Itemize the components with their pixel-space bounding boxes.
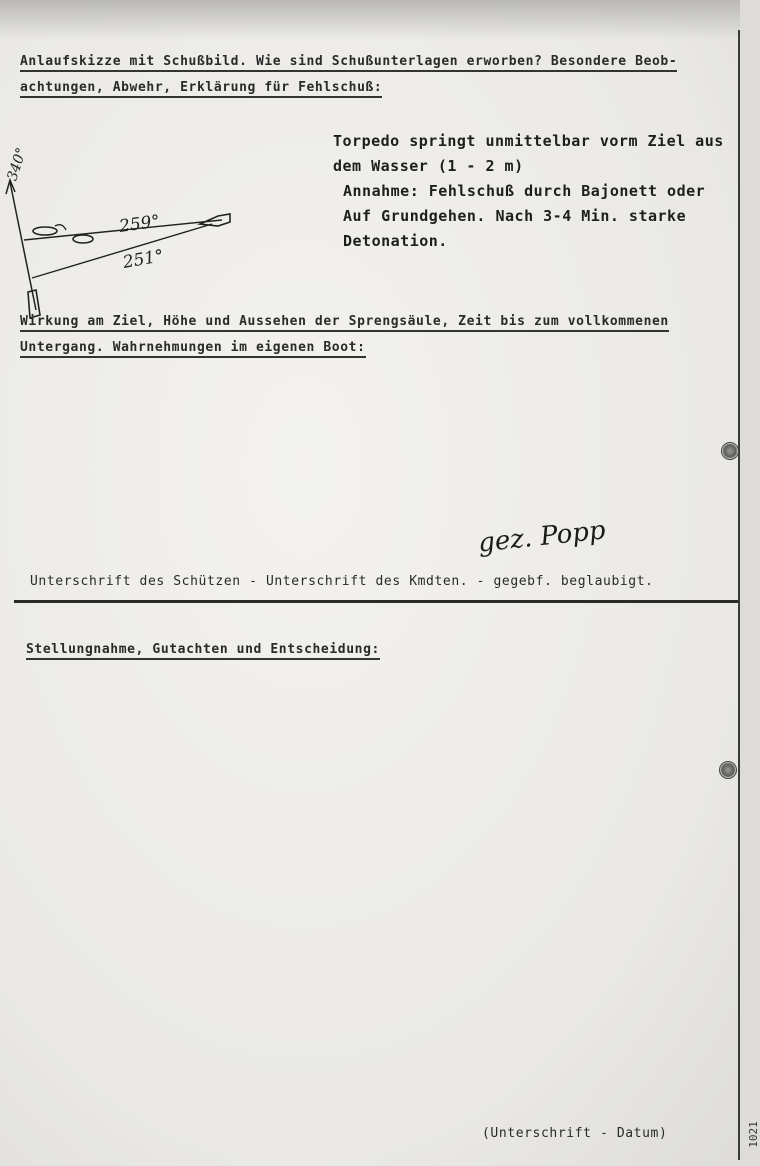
section2-heading-line2: Untergang. Wahrnehmungen im eigenen Boot: [20,340,366,358]
torpedo-mark-1 [33,227,57,235]
scan-shadow [0,0,760,40]
bearing-251: 251° [121,246,166,273]
bearing-259: 259° [117,211,162,237]
signature-caption: Unterschrift des Schützen - Unterschrift des Kmdten. - gegebf. beglaubigt. [30,574,654,589]
section-divider [14,600,738,603]
punch-hole-lower [719,761,737,779]
handwritten-signature: gez. Popp [476,515,607,559]
answer-line1: Torpedo springt unmittelbar vorm Ziel aus [333,132,724,150]
section1-heading-line1: Anlaufskizze mit Schußbild. Wie sind Schußunterlagen erworben? Besondere Beob- [20,54,677,72]
margin-page-number: 1021 [746,1121,760,1148]
section3-heading: Stellungnahme, Gutachten und Entscheidung: [26,642,380,660]
answer-line2: dem Wasser (1 - 2 m) [333,157,524,175]
answer-line5: Detonation. [343,232,448,250]
punch-hole-upper [721,442,739,460]
answer-line3: Annahme: Fehlschuß durch Bajonett oder [343,182,706,200]
bearing-340: 340° [4,145,31,183]
section1-heading-line2: achtungen, Abwehr, Erklärung für Fehlschuß: [20,80,382,98]
right-margin [740,0,760,1166]
attack-sketch [0,140,260,320]
torpedo-mark-2 [73,235,93,243]
answer-line4: Auf Grundgehen. Nach 3-4 Min. starke [343,207,687,225]
section2-heading-line1: Wirkung am Ziel, Höhe und Aussehen der Sprengsäule, Zeit bis zum vollkommenen [20,314,669,332]
right-margin-rule [738,30,740,1160]
footer-signature-date: (Unterschrift - Datum) [482,1126,668,1141]
target-ship [200,214,230,226]
